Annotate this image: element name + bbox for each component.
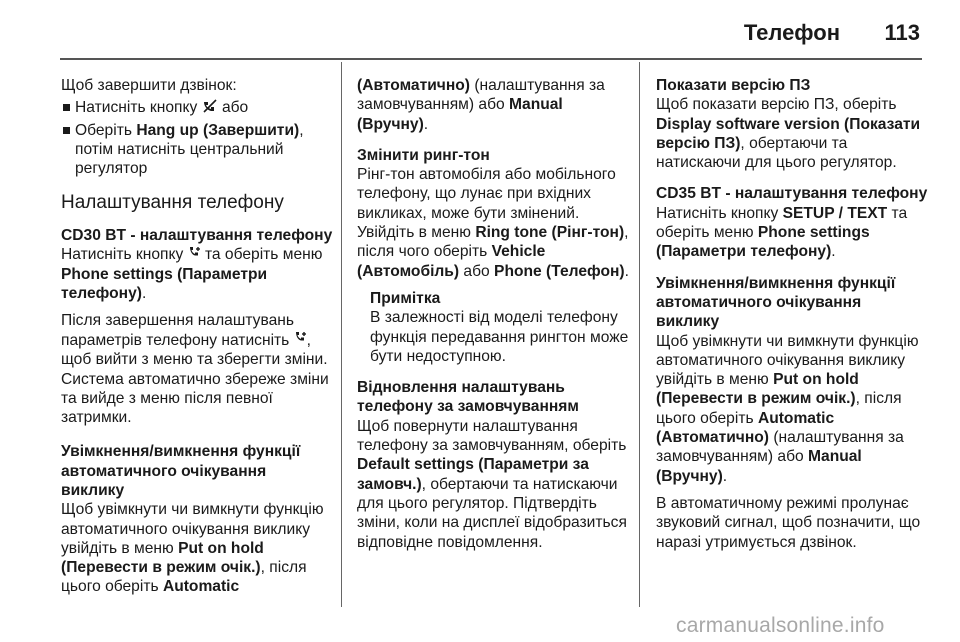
section-title: Налаштування телефону [61, 191, 284, 213]
paragraph: Щоб показати версію ПЗ, оберіть Display software version (Показати версію ПЗ), обертаючи та натискаючи для цього регулятор. [656, 96, 921, 172]
note-box [357, 289, 629, 366]
bullet-marker [63, 104, 70, 111]
note-text: В залежності від моделі телефону функція передавання рингтон може бути недоступною. [370, 309, 629, 365]
watermark: carmanualsonline.info [676, 614, 885, 637]
hang-up-icon [202, 99, 218, 118]
bullet-marker [63, 127, 70, 134]
column-divider-1 [341, 62, 342, 607]
header-rule [60, 58, 922, 60]
page-number: 113 [884, 20, 920, 45]
subsection-heading: Показати версію ПЗ [656, 77, 811, 94]
subsection-heading: Змінити ринг-тон [357, 146, 490, 164]
paragraph: Натисніть кнопку SETUP / TEXT та оберіть меню Phone settings (Параметри телефону). [656, 204, 908, 261]
column-2 [357, 76, 629, 560]
subsection-heading: CD35 BT - налаштування телефону [656, 185, 928, 203]
phone-settings-icon [294, 331, 307, 350]
paragraph: Щоб повернути налаштування телефону за замовчуванням, оберіть Default settings (Параметри за замовч.), обертаючи та натискаючи для цього регулятор. Підтвердіть зміни, коли на дисплеї відобразиться відповідне повідомлення. [357, 417, 627, 551]
paragraph: Щоб увімкнути чи вимкнути функцію автоматичного очікування виклику увійдіть в меню Put on hold (Перевести в режим очік.), після цього оберіть Automatic (Автоматично) (налаштування за замовчуванням) або Manual (Вручну). [656, 332, 919, 485]
paragraph: Рінг-тон автомобіля або мобільного телефону, що лунає при вхідних викликах, може бути змінений. Увійдіть в меню Ring tone (Рінг-тон), після чого оберіть Vehicle (Автомобіль) або Phone (Телефон). [357, 166, 629, 280]
column-3 [656, 76, 928, 560]
phone-settings-icon [188, 246, 201, 265]
subsection-heading: CD30 BT - налаштування телефону [61, 227, 333, 244]
subsection-heading: Відновлення налаштувань телефону за замовчуванням [357, 379, 579, 416]
paragraph: Після завершення налаштувань параметрів телефону натисніть , щоб вийти з меню та зберегти зміни. Система автоматично збереже зміни та вийде з меню після певної затримки. [61, 312, 329, 427]
column-1 [61, 76, 333, 605]
page-header [60, 20, 922, 56]
paragraph: Щоб увімкнути чи вимкнути функцію автоматичного очікування виклику увійдіть в меню Put on hold (Перевести в режим очік.), після цього оберіть Automatic [61, 501, 324, 596]
page-title: Телефон [743, 20, 840, 45]
subsection-heading: Увімкнення/вимкнення функції автоматичного очікування виклику [61, 443, 301, 499]
note-title: Примітка [370, 289, 441, 307]
paragraph: Натисніть кнопку та оберіть меню Phone settings (Параметри телефону). [61, 246, 323, 303]
column-divider-2 [639, 62, 640, 607]
bullet-item: Оберіть Hang up (Завершити), потім натисніть центральний регулятор [61, 121, 333, 179]
end-call-intro: Щоб завершити дзвінок: [61, 77, 237, 94]
paragraph: (Автоматично) (налаштування за замовчуванням) або Manual (Вручну). [357, 77, 605, 133]
bullet-item: Натисніть кнопку або [61, 98, 333, 118]
subsection-heading: Увімкнення/вимкнення функції автоматичного очікування виклику [656, 274, 896, 331]
paragraph: В автоматичному режимі пролунає звуковий сигнал, щоб позначити, що наразі утримується дзвінок. [656, 494, 921, 551]
